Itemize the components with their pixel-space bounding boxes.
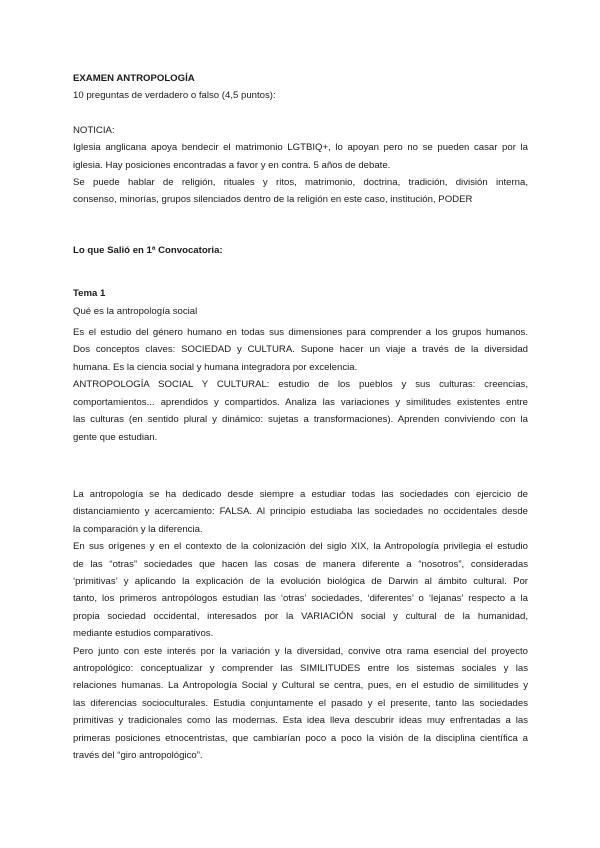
paragraph-line: antropológico: conceptualizar y comprender las SIMILITUDES entre los sistemas sociales y las <box>73 662 528 674</box>
noticia-heading: NOTICIA: <box>73 124 115 136</box>
paragraph-line: las culturas (en sentido plural y dinámico: sujetas a transformaciones). Aprenden conviviendo con la <box>73 414 528 426</box>
paragraph-line: primeras posiciones etnocentristas, que cambiarían poco a poco la visión de la disciplina científica a <box>73 732 528 744</box>
paragraph-line: En sus orígenes y en el contexto de la colonización del siglo XIX, la Antropología privilegia el estudio <box>73 541 528 553</box>
noticia-line: Se puede hablar de religión, rituales y ritos, matrimonio, doctrina, tradición, división interna, <box>73 177 528 189</box>
paragraph-line: Pero junto con este interés por la variación y la diversidad, convive otra rama esencial del proyecto <box>73 645 528 657</box>
paragraph-line: las diferencias socioculturales. Estudia conjuntamente el pasado y el presente, tanto las sociedades <box>73 697 528 709</box>
paragraph-line: través del “giro antropológico”. <box>73 750 203 761</box>
paragraph-line: Dos conceptos claves: SOCIEDAD y CULTURA. Supone hacer un viaje a través de la diversidad <box>73 344 528 356</box>
paragraph-line: mediante estudios comparativos. <box>73 628 214 640</box>
paragraph-line: distanciamiento y acercamiento: FALSA. Al principio estudiaba las sociedades no occidentales desde <box>73 506 528 518</box>
noticia-line: Iglesia anglicana apoya bendecir el matrimonio LGTBIQ+, lo apoyan pero no se pueden casar por la <box>73 142 528 154</box>
paragraph-line: la comparación y la diferencia. <box>73 523 203 535</box>
tema-question: Qué es la antropología social <box>73 305 198 317</box>
paragraph-line: tanto, los primeros antropólogos estudian las ‘otras’ sociedades, ‘diferentes’ o ‘lejanas’ respecto a la <box>73 593 528 605</box>
paragraph-line: ‘primitivas’ y aplicando la explicación de la evolución biológica de Darwin al ámbito cultural. Por <box>73 575 528 587</box>
convocatoria-heading: Lo que Salió en 1ª Convocatoria: <box>73 244 223 256</box>
paragraph-line: humana. Es la ciencia social y humana integradora por excelencia. <box>73 361 358 373</box>
paragraph-line: relaciones humanas. La Antropología Social y Cultural se centra, pues, en el estudio de similitudes y <box>73 680 528 692</box>
noticia-line: consenso, minorías, grupos silenciados dentro de la religión en este caso, institución, PODER <box>73 194 473 206</box>
paragraph-line: gente que estudian. <box>73 431 158 443</box>
paragraph-line: La antropología se ha dedicado desde siempre a estudiar todas las sociedades con ejercicio de <box>73 488 528 500</box>
noticia-line: iglesia. Hay posiciones encontradas a favor y en contra. 5 años de debate. <box>73 159 391 171</box>
exam-title: EXAMEN ANTROPOLOGÍA <box>73 73 195 84</box>
paragraph-line: ANTROPOLOGÍA SOCIAL Y CULTURAL: estudio de los pueblos y sus culturas: creencias, <box>73 379 528 391</box>
paragraph-line: propia sociedad occidental, interesados por la VARIACIÓN social y cultural de la humanidad, <box>73 610 528 622</box>
paragraph-line: Es el estudio del género humano en todas sus dimensiones para comprender a los grupos humanos. <box>73 327 528 339</box>
paragraph-line: de las “otras” sociedades que hacen las cosas de manera diferente a “nosotros”, consideradas <box>73 558 528 570</box>
tema-heading: Tema 1 <box>73 288 106 300</box>
paragraph-line: comportamientos... aprendidos y compartidos. Analiza las variaciones y similitudes existentes entre <box>73 396 528 408</box>
exam-subtitle: 10 preguntas de verdadero o falso (4,5 puntos): <box>73 90 276 102</box>
paragraph-line: primitivas y tradicionales como las modernas. Esta idea lleva descubrir ideas muy enfrentadas a las <box>73 715 528 727</box>
